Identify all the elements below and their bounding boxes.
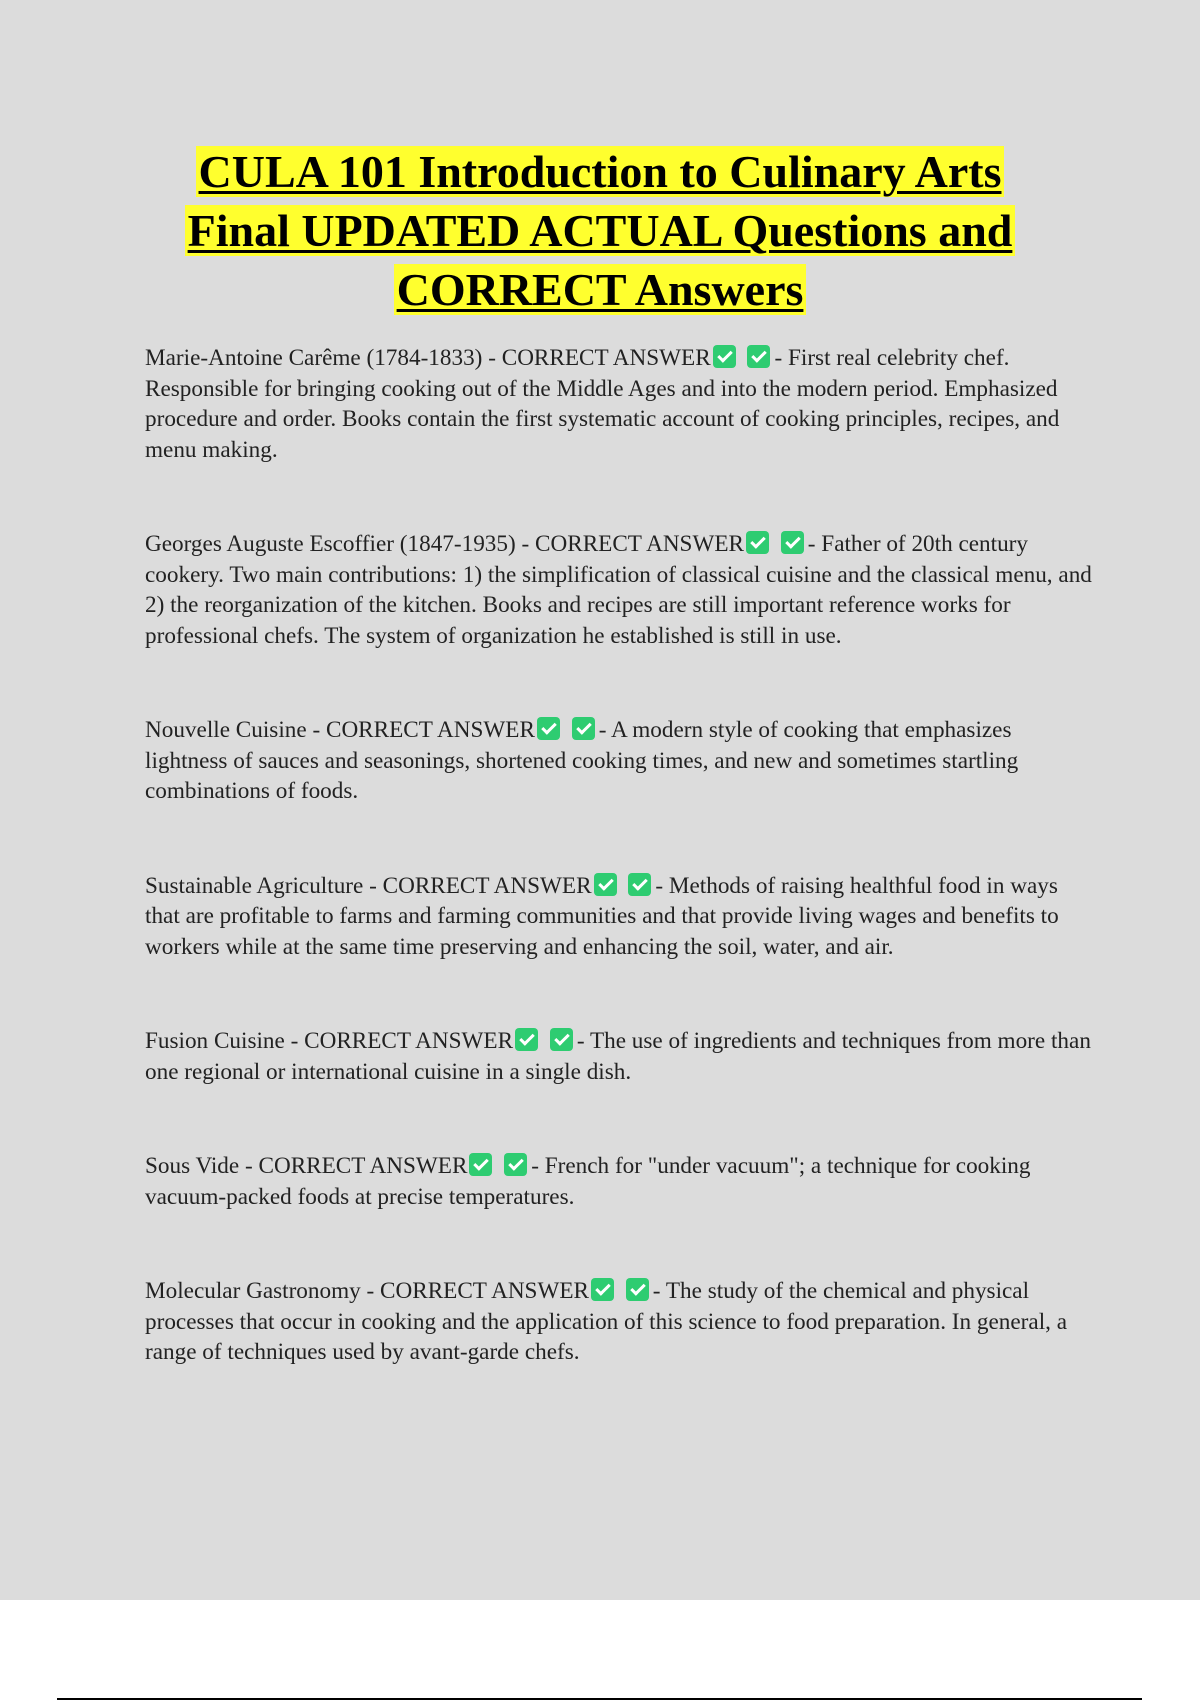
qa-entry-molecular-gastronomy [145, 1276, 1095, 1368]
qa-entry-sustainable-agriculture [145, 871, 1095, 963]
check-box-icon [550, 1028, 573, 1051]
entry-term: Nouvelle Cuisine [145, 717, 307, 743]
entry-term: Marie-Antoine Carême (1784-1833) [145, 345, 483, 371]
check-box-icon [628, 873, 651, 896]
entry-definition: - French for "under vacuum"; a technique for cooking vacuum-packed foods at precise temperatures. [145, 1153, 1031, 1210]
qa-entry-nouvelle-cuisine [145, 715, 1095, 807]
check-box-icon [504, 1153, 527, 1176]
entry-definition: - First real celebrity chef. Responsible for bringing cooking out of the Middle Ages and into the modern period. Emphasized procedure and order. Books contain the first systematic account of cooking principles, recipes, and menu making. [145, 345, 1060, 463]
check-box-icon [746, 531, 769, 554]
check-box-icon [469, 1153, 492, 1176]
title-line-1: CULA 101 Introduction to Culinary Arts [196, 146, 1005, 197]
entry-definition: - The use of ingredients and techniques from more than one regional or international cuisine in a single dish. [145, 1028, 1091, 1085]
entry-term: Sous Vide [145, 1153, 240, 1179]
entry-answer-label: - CORRECT ANSWER [239, 1153, 468, 1179]
entry-term: Georges Auguste Escoffier (1847-1935) [145, 531, 516, 557]
check-box-icon [591, 1278, 614, 1301]
qa-entry-fusion-cuisine [145, 1026, 1095, 1087]
check-box-icon [594, 873, 617, 896]
qa-entry-careme [145, 343, 1095, 465]
entry-answer-label: - CORRECT ANSWER [515, 531, 744, 557]
check-box-icon [572, 717, 595, 740]
check-box-icon [626, 1278, 649, 1301]
entry-term: Fusion Cuisine [145, 1028, 285, 1054]
check-box-icon [713, 345, 736, 368]
qa-list [145, 343, 1095, 1432]
entry-answer-label: - CORRECT ANSWER [482, 345, 711, 371]
entry-definition: - Methods of raising healthful food in ways that are profitable to farms and farming communities and that provide living wages and benefits to workers while at the same time preserving and enhancing the soil, water, and air. [145, 872, 1059, 960]
entry-term: Sustainable Agriculture [145, 872, 364, 899]
qa-entry-escoffier [145, 529, 1095, 651]
entry-answer-label: - CORRECT ANSWER [306, 717, 535, 743]
entry-definition: - A modern style of cooking that emphasizes lightness of sauces and seasonings, shortened cooking times, and new and sometimes startling combinations of foods. [145, 717, 1019, 804]
document-title [100, 142, 1100, 319]
entry-answer-label: - CORRECT ANSWER [363, 872, 592, 899]
entry-definition: - Father of 20th century cookery. Two main contributions: 1) the simplification of classical cuisine and the classical menu, and 2) the reorganization of the kitchen. Books and recipes are still important reference works for professional chefs. The system of organization he established is still in use. [145, 531, 1092, 649]
entry-answer-label: - CORRECT ANSWER [284, 1028, 514, 1054]
entry-definition: - The study of the chemical and physical processes that occur in cooking and the application of this science to food preparation. In general, a range of techniques used by avant-garde chefs. [145, 1278, 1068, 1365]
check-box-icon [515, 1028, 538, 1051]
entry-term: Molecular Gastronomy [145, 1278, 361, 1304]
qa-entry-sous-vide [145, 1151, 1095, 1212]
check-box-icon [537, 717, 560, 740]
check-box-icon [781, 531, 804, 554]
title-line-3: CORRECT Answers [394, 264, 807, 315]
title-line-2: Final UPDATED ACTUAL Questions and [185, 205, 1016, 256]
entry-answer-label: - CORRECT ANSWER [360, 1278, 589, 1304]
check-box-icon [747, 345, 770, 368]
